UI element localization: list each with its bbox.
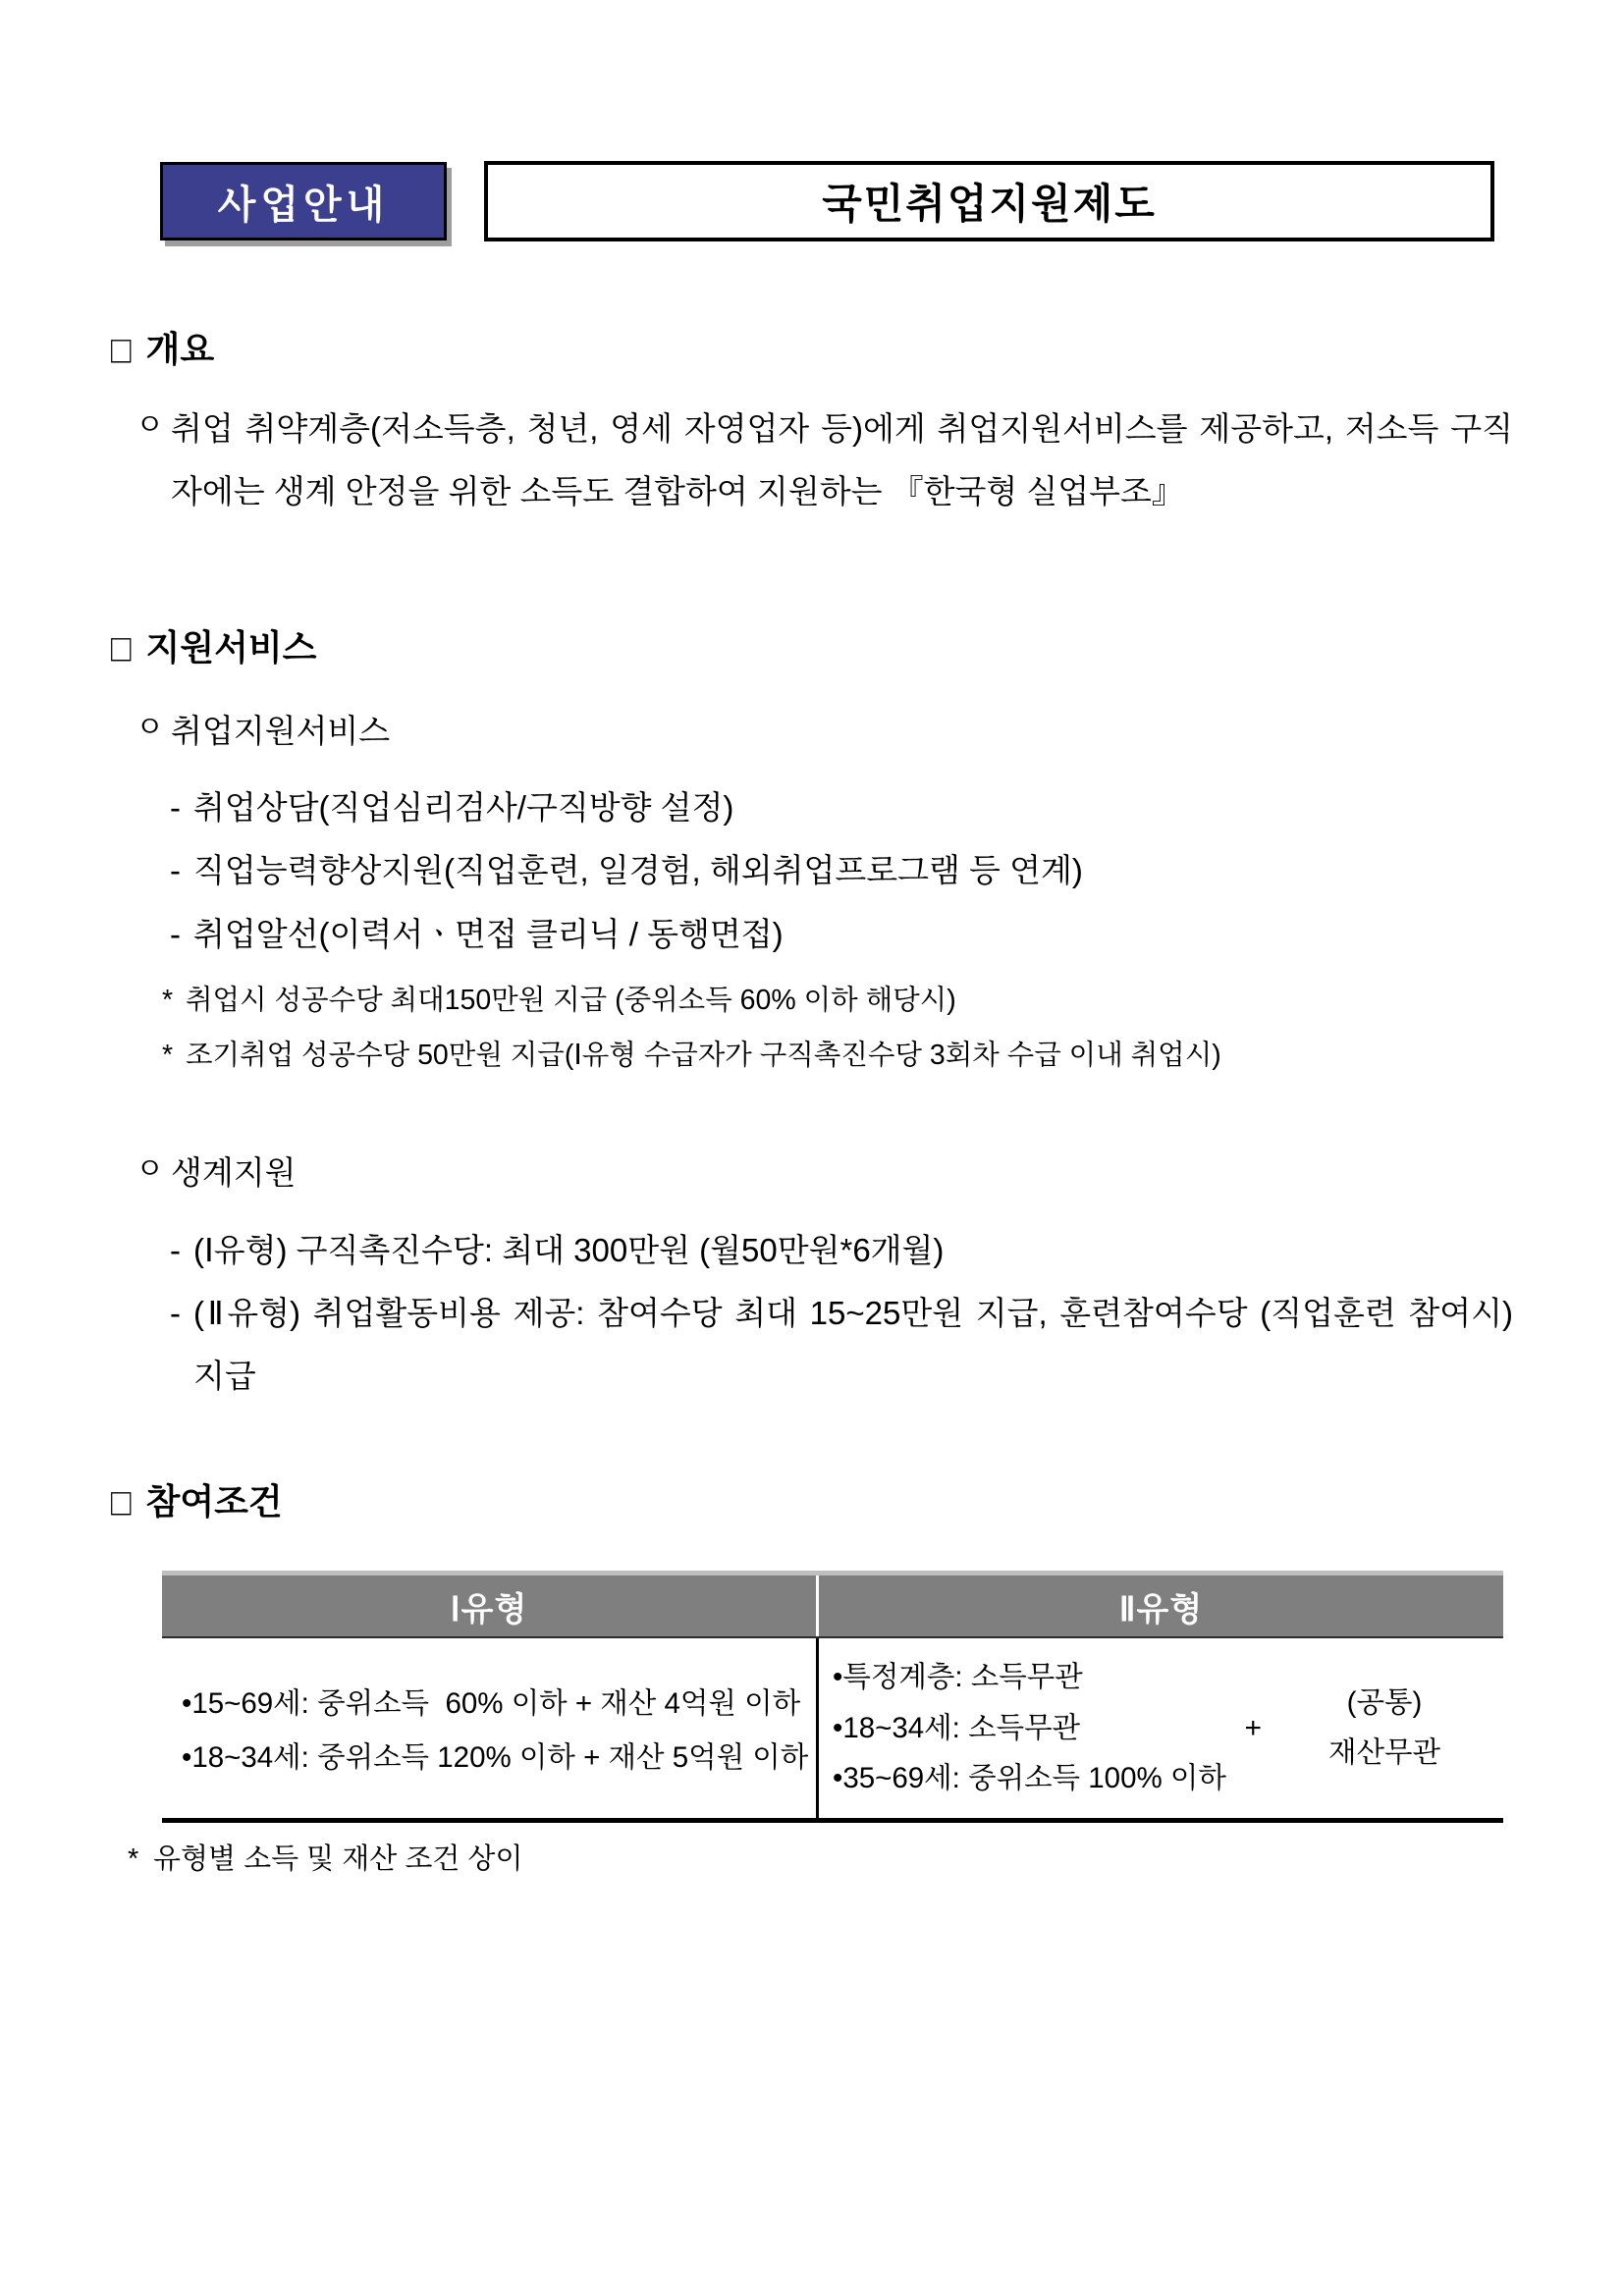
livelihood-title-label: 생계지원 — [171, 1154, 297, 1192]
square-marker-icon: □ — [111, 627, 132, 670]
overview-item — [135, 398, 1513, 524]
type1-item: •18~34세: 중위소득 120% 이하 + 재산 5억원 이하 — [182, 1741, 809, 1774]
conditions-table — [162, 1571, 1503, 1823]
circle-marker-icon: ㅇ — [135, 408, 164, 442]
dash-marker: - — [170, 1231, 181, 1268]
type2-item: •35~69세: 중위소득 100% 이하 — [833, 1762, 1226, 1795]
overview-text: 취업 취약계층(저소득층, 청년, 영세 자영업자 등)에게 취업지원서비스를 제공하고, 저소득 구직자에는 생계 안정을 위한 소득도 결합하여 지원하는 『한국형 실업부조』 — [171, 409, 1513, 509]
conditions-heading-label: 참여조건 — [145, 1480, 283, 1522]
dash-marker: - — [170, 789, 181, 827]
dash-marker: - — [170, 915, 181, 952]
service-item — [170, 776, 1513, 839]
conditions-table-body-row — [162, 1636, 1503, 1818]
service-item-text: 직업능력향상지원(직업훈련, 일경험, 해외취업프로그램 등 연계) — [193, 852, 1083, 889]
circle-marker-icon: ㅇ — [135, 711, 164, 744]
header-band — [160, 162, 1494, 240]
star-marker: * — [162, 985, 174, 1017]
dash-marker: - — [170, 852, 181, 889]
type1-cell — [162, 1638, 816, 1818]
service-item — [170, 839, 1513, 902]
livelihood-item-text: (Ⅱ유형) 취업활동비용 제공: 참여수당 최대 15~25만원 지급, 훈련참여수당 (직업훈련 참여시) 지급 — [193, 1294, 1513, 1395]
type2-cell — [819, 1638, 1503, 1818]
livelihood-item — [170, 1282, 1513, 1409]
common-note-value: 재산무관 — [1328, 1735, 1440, 1769]
type1-item: •15~69세: 중위소득 60% 이하 + 재산 4억원 이하 — [182, 1687, 801, 1720]
square-marker-icon: □ — [111, 329, 132, 372]
conditions-table-header-row — [162, 1575, 1503, 1636]
overview-section-heading — [111, 327, 1513, 372]
service-note — [162, 1029, 1513, 1084]
type2-item: •18~34세: 소득무관 — [833, 1711, 1081, 1744]
dash-marker: - — [170, 1294, 181, 1331]
table-footnote-text: 유형별 소득 및 재산 조건 상이 — [153, 1842, 523, 1875]
table-header-type1: Ⅰ유형 — [450, 1590, 528, 1629]
livelihood-items — [111, 1219, 1513, 1409]
overview-heading-label: 개요 — [145, 329, 215, 369]
type2-item: •특정계층: 소득무관 — [833, 1661, 1083, 1694]
service-item — [170, 903, 1513, 966]
service-item-text: 취업상담(직업심리검사/구직방향 설정) — [193, 789, 734, 827]
service-item-text: 취업알선(이력서ㆍ면접 클리닉 / 동행면접) — [193, 915, 784, 952]
service-note-text: 취업시 성공수당 최대150만원 지급 (중위소득 60% 이하 해당시) — [186, 985, 956, 1017]
livelihood-item — [170, 1219, 1513, 1282]
program-badge-label: 사업안내 — [217, 183, 390, 227]
conditions-section-heading — [111, 1479, 1513, 1524]
common-note-label: (공통) — [1346, 1686, 1423, 1720]
employment-title-label: 취업지원서비스 — [171, 712, 391, 749]
employment-subsection-title — [135, 700, 1513, 763]
program-badge — [160, 162, 447, 240]
circle-marker-icon: ㅇ — [135, 1153, 164, 1187]
star-marker: * — [162, 1039, 174, 1071]
services-heading-label: 지원서비스 — [145, 627, 317, 668]
livelihood-subsection-title — [135, 1142, 1513, 1204]
employment-notes — [111, 974, 1513, 1083]
common-note — [1291, 1679, 1478, 1777]
services-section-heading — [111, 625, 1513, 670]
plus-sign: + — [1244, 1711, 1262, 1744]
service-note-text: 조기취업 성공수당 50만원 지급(Ⅰ유형 수급자가 구직촉진수당 3회차 수급 이내 취업시) — [186, 1039, 1221, 1071]
program-title: 국민취업지원제도 — [822, 181, 1157, 227]
employment-items — [111, 776, 1513, 966]
square-marker-icon: □ — [111, 1480, 132, 1524]
table-footnote — [128, 1837, 1513, 1882]
star-marker: * — [128, 1842, 139, 1875]
table-header-type2: Ⅱ유형 — [1118, 1590, 1204, 1629]
service-note — [162, 974, 1513, 1029]
type2-item-list — [833, 1652, 1244, 1804]
program-title-box — [484, 161, 1494, 241]
livelihood-item-text: (Ⅰ유형) 구직촉진수당: 최대 300만원 (월50만원*6개월) — [193, 1231, 945, 1268]
